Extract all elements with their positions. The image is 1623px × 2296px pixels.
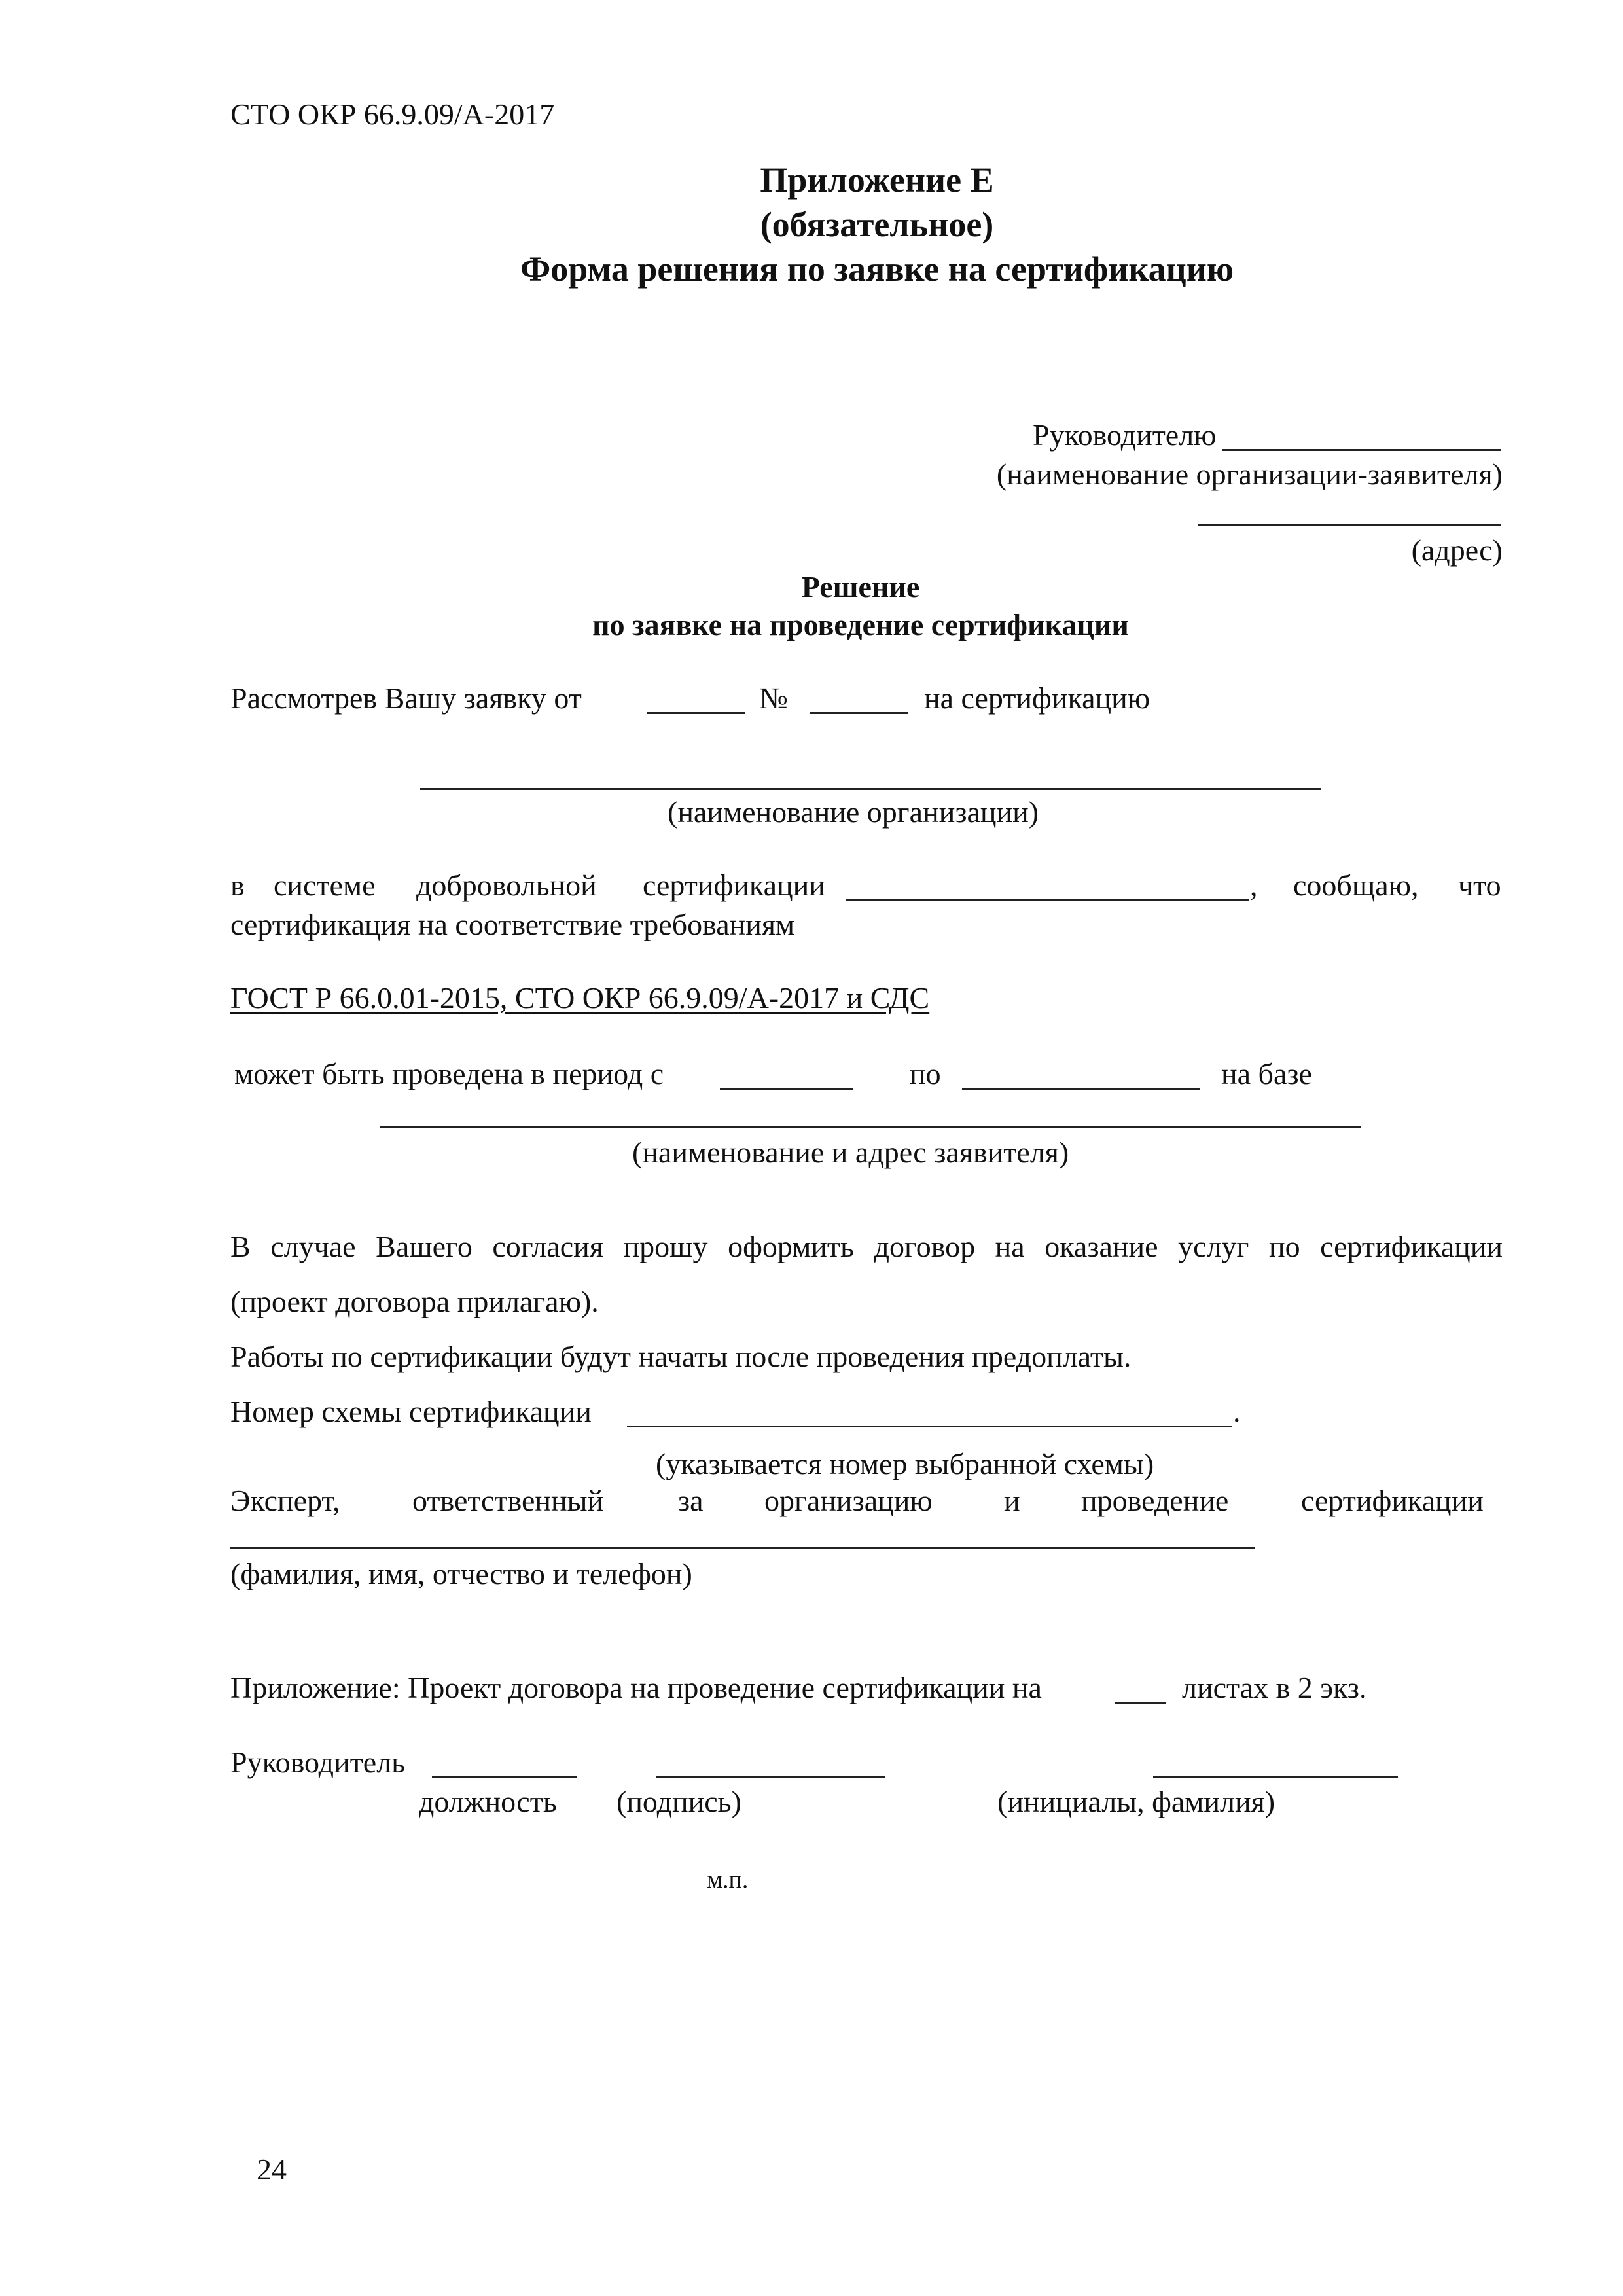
system-line-2: сертификация на соответствие требованиям (230, 908, 795, 941)
decision-subtitle: по заявке на проведение сертификации (592, 608, 1129, 641)
system-word-1: в (230, 869, 245, 902)
period-text: может быть проведена в период с (234, 1057, 664, 1090)
applicant-line (380, 1126, 1361, 1128)
request-number-line (810, 712, 908, 714)
request-date-line (647, 712, 745, 714)
attachment-text-end: листах в 2 экз. (1182, 1671, 1367, 1704)
addressee-address-caption: (адрес) (1411, 533, 1503, 567)
reviewed-text-end: на сертификацию (924, 681, 1150, 715)
system-word-2: системе (274, 869, 376, 902)
period-to: по (910, 1057, 941, 1090)
addressee-address-line (1198, 524, 1501, 526)
system-comma: , (1250, 869, 1258, 902)
signature-caption: (подпись) (616, 1785, 741, 1818)
name-line (1153, 1776, 1398, 1778)
standards-reference: ГОСТ Р 66.0.01-2015, СТО ОКР 66.9.09/А-2017 и СДС (230, 981, 930, 1014)
consent-line-1: В случае Вашего согласия прошу оформить договор на оказание услуг по сертификации (230, 1230, 1503, 1263)
expert-name-line (230, 1547, 1255, 1549)
addressee-org-line (1222, 449, 1501, 451)
signature-line (656, 1776, 885, 1778)
appendix-title: Приложение Е (760, 160, 994, 200)
expert-word-4: организацию (764, 1484, 933, 1517)
name-caption: (инициалы, фамилия) (997, 1785, 1275, 1818)
expert-word-7: сертификации (1301, 1484, 1484, 1517)
scheme-number-line (627, 1426, 1232, 1427)
attachment-sheets-line (1115, 1702, 1166, 1704)
reviewed-text: Рассмотрев Вашу заявку от (230, 681, 582, 715)
decision-title: Решение (801, 570, 920, 603)
number-sign: № (759, 681, 788, 715)
system-word-5: сообщаю, (1293, 869, 1419, 902)
position-caption: должность (419, 1785, 557, 1818)
addressee-org-caption: (наименование организации-заявителя) (996, 457, 1503, 491)
expert-word-1: Эксперт, (230, 1484, 340, 1517)
scheme-caption: (указывается номер выбранной схемы) (656, 1447, 1154, 1480)
expert-word-2: ответственный (412, 1484, 604, 1517)
scheme-label: Номер схемы сертификации (230, 1395, 592, 1428)
organization-name-caption: (наименование организации) (668, 795, 1039, 829)
position-line (432, 1776, 577, 1778)
seal-placeholder: м.п. (707, 1866, 749, 1893)
organization-name-line (420, 788, 1321, 790)
attachment-text: Приложение: Проект договора на проведение сертификации на (230, 1671, 1042, 1704)
certification-system-line (846, 899, 1249, 901)
addressee-label: Руководителю (1033, 418, 1217, 452)
expert-word-3: за (678, 1484, 704, 1517)
period-start-line (720, 1088, 853, 1090)
applicant-caption: (наименование и адрес заявителя) (632, 1136, 1069, 1169)
expert-word-6: проведение (1081, 1484, 1229, 1517)
system-word-3: добровольной (416, 869, 597, 902)
system-word-4: сертификации (643, 869, 825, 902)
period-end-line (962, 1088, 1200, 1090)
appendix-subtitle: Форма решения по заявке на сертификацию (520, 249, 1234, 289)
signature-label: Руководитель (230, 1746, 406, 1779)
appendix-status: (обязательное) (760, 205, 994, 244)
system-word-6: что (1458, 869, 1501, 902)
period-base: на базе (1221, 1057, 1312, 1090)
consent-line-2: (проект договора прилагаю). (230, 1285, 599, 1318)
scheme-dot: . (1233, 1395, 1241, 1428)
expert-word-5: и (1004, 1484, 1020, 1517)
page-number: 24 (257, 2153, 287, 2186)
prepayment-text: Работы по сертификации будут начаты после проведения предоплаты. (230, 1340, 1132, 1373)
document-code: СТО ОКР 66.9.09/А-2017 (230, 98, 555, 131)
expert-caption: (фамилия, имя, отчество и телефон) (230, 1557, 692, 1590)
